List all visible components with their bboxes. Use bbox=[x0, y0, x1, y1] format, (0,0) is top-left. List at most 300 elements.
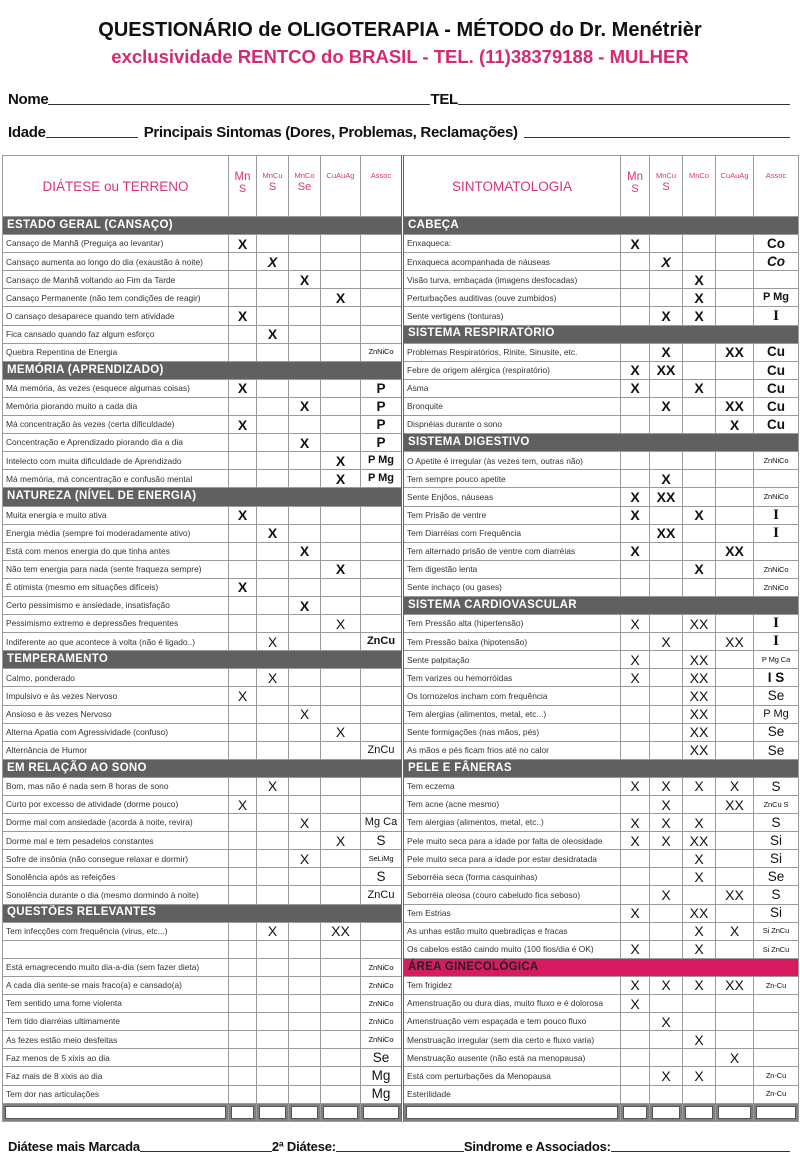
blank-cell[interactable] bbox=[621, 1103, 650, 1121]
right-assoc-mark: Cu bbox=[754, 361, 799, 379]
left-mn-mark bbox=[229, 1085, 257, 1103]
left-assoc-mark: P Mg bbox=[361, 470, 403, 488]
right-assoc-mark: Si bbox=[754, 832, 799, 850]
left-symptom-label: Alternância de Humor bbox=[3, 741, 229, 759]
right-cuauag-mark: XX bbox=[716, 542, 754, 560]
left-symptom-label: Cansaço de Manhã (Preguiça ao levantar) bbox=[3, 235, 229, 253]
right-assoc-mark: Cu bbox=[754, 397, 799, 415]
right-mnco-mark bbox=[683, 524, 716, 542]
right-mnco-mark bbox=[683, 578, 716, 596]
tel-field[interactable] bbox=[458, 104, 790, 105]
left-symptom-label: Faz mais de 8 xixis ao dia bbox=[3, 1067, 229, 1085]
left-cuauag-mark bbox=[321, 958, 361, 976]
right-cuauag-mark bbox=[716, 687, 754, 705]
right-mncu-mark: XX bbox=[650, 361, 683, 379]
left-mnco-mark bbox=[289, 741, 321, 759]
left-cuauag-mark: X bbox=[321, 560, 361, 578]
left-mn-mark bbox=[229, 922, 257, 940]
right-mncu-mark bbox=[650, 850, 683, 868]
right-mncu-mark: X bbox=[650, 343, 683, 361]
left-mncu-mark bbox=[257, 452, 289, 470]
blank-cell[interactable] bbox=[3, 1103, 229, 1121]
right-mncu-mark bbox=[650, 705, 683, 723]
symptoms-field[interactable] bbox=[524, 137, 790, 138]
left-assoc-mark: ZnNiCo bbox=[361, 976, 403, 994]
left-cuauag-mark bbox=[321, 343, 361, 361]
left-mnco-mark bbox=[289, 777, 321, 795]
right-assoc-mark: P Mg bbox=[754, 289, 799, 307]
left-mnco-mark bbox=[289, 687, 321, 705]
left-section-header: ESTADO GERAL (CANSAÇO) bbox=[3, 217, 403, 235]
left-assoc-mark bbox=[361, 542, 403, 560]
left-symptom-label: Má memória, às vezes (esquece algumas coisas) bbox=[3, 379, 229, 397]
left-assoc-mark: Mg bbox=[361, 1067, 403, 1085]
left-mn-mark bbox=[229, 343, 257, 361]
right-col-mnco-header: MnCo bbox=[683, 156, 716, 217]
right-mn-mark: X bbox=[621, 361, 650, 379]
left-mn-mark bbox=[229, 470, 257, 488]
right-mnco-mark: X bbox=[683, 777, 716, 795]
table-row bbox=[3, 235, 799, 253]
right-mncu-mark: X bbox=[650, 633, 683, 651]
left-mncu-mark bbox=[257, 271, 289, 289]
right-mn-mark bbox=[621, 687, 650, 705]
left-assoc-mark bbox=[361, 578, 403, 596]
left-symptom-label: Intelecto com muita dificuldade de Aprendizado bbox=[3, 452, 229, 470]
left-cuauag-mark bbox=[321, 307, 361, 325]
right-assoc-mark: Co bbox=[754, 253, 799, 271]
left-cuauag-mark bbox=[321, 814, 361, 832]
left-mncu-mark bbox=[257, 1049, 289, 1067]
left-symptom-label: Quebra Repentina de Energia bbox=[3, 343, 229, 361]
left-mn-mark: X bbox=[229, 796, 257, 814]
left-assoc-mark: ZnNiCo bbox=[361, 1031, 403, 1049]
right-mncu-mark bbox=[650, 723, 683, 741]
right-mnco-mark: XX bbox=[683, 741, 716, 759]
left-mncu-mark bbox=[257, 289, 289, 307]
table-row bbox=[3, 560, 799, 578]
left-assoc-mark: P Mg bbox=[361, 452, 403, 470]
left-cuauag-mark bbox=[321, 850, 361, 868]
right-assoc-mark: S bbox=[754, 814, 799, 832]
left-mn-mark bbox=[229, 452, 257, 470]
right-symptom-label: Febre de origem alérgica (respiratório) bbox=[403, 361, 621, 379]
right-mnco-mark: X bbox=[683, 922, 716, 940]
right-assoc-mark: I S bbox=[754, 669, 799, 687]
blank-cell[interactable] bbox=[403, 1103, 621, 1121]
left-cuauag-mark bbox=[321, 1067, 361, 1085]
blank-cell[interactable] bbox=[716, 1103, 754, 1121]
left-mn-mark bbox=[229, 723, 257, 741]
left-cuauag-mark bbox=[321, 741, 361, 759]
blank-cell[interactable] bbox=[683, 1103, 716, 1121]
right-symptom-label: Tem digestão lenta bbox=[403, 560, 621, 578]
right-assoc-mark: I bbox=[754, 307, 799, 325]
left-mncu-mark bbox=[257, 940, 289, 958]
table-row bbox=[3, 596, 799, 614]
left-mn-mark bbox=[229, 995, 257, 1013]
right-mnco-mark: X bbox=[683, 271, 716, 289]
right-symptom-label: Dispnéias durante o sono bbox=[403, 416, 621, 434]
left-assoc-mark bbox=[361, 940, 403, 958]
right-mn-mark bbox=[621, 253, 650, 271]
left-cuauag-mark bbox=[321, 1085, 361, 1103]
right-symptom-label: Esterilidade bbox=[403, 1085, 621, 1103]
left-mn-mark bbox=[229, 1067, 257, 1085]
right-mnco-mark bbox=[683, 488, 716, 506]
right-mn-mark bbox=[621, 289, 650, 307]
left-cuauag-mark bbox=[321, 524, 361, 542]
left-symptom-label: Não tem energia para nada (sente fraqueza sempre) bbox=[3, 560, 229, 578]
right-assoc-mark: Si ZnCu bbox=[754, 940, 799, 958]
left-assoc-mark bbox=[361, 271, 403, 289]
right-mnco-mark bbox=[683, 886, 716, 904]
right-mnco-mark bbox=[683, 1013, 716, 1031]
left-mnco-mark bbox=[289, 470, 321, 488]
right-assoc-mark: I bbox=[754, 524, 799, 542]
right-mn-mark: X bbox=[621, 814, 650, 832]
left-assoc-mark: ZnNiCo bbox=[361, 958, 403, 976]
left-mnco-mark: X bbox=[289, 271, 321, 289]
left-mn-mark bbox=[229, 940, 257, 958]
right-mnco-mark: XX bbox=[683, 705, 716, 723]
right-mncu-mark: X bbox=[650, 1067, 683, 1085]
table-row bbox=[3, 488, 799, 506]
right-assoc-mark: ZnNiCo bbox=[754, 452, 799, 470]
age-field[interactable] bbox=[46, 137, 138, 138]
blank-cell[interactable] bbox=[361, 1103, 403, 1121]
right-assoc-mark: ZnNiCo bbox=[754, 560, 799, 578]
left-cuauag-mark bbox=[321, 705, 361, 723]
right-mn-mark: X bbox=[621, 542, 650, 560]
left-mncu-mark bbox=[257, 687, 289, 705]
left-mn-mark: X bbox=[229, 416, 257, 434]
left-assoc-mark: ZnNiCo bbox=[361, 1013, 403, 1031]
left-mn-mark bbox=[229, 1049, 257, 1067]
right-mn-mark bbox=[621, 741, 650, 759]
left-assoc-mark: P bbox=[361, 379, 403, 397]
sintomatologia-header: SINTOMATOLOGIA bbox=[403, 156, 621, 217]
blank-cell[interactable] bbox=[754, 1103, 799, 1121]
right-cuauag-mark bbox=[716, 253, 754, 271]
right-symptom-label: Visão turva, embaçada (imagens desfocadas) bbox=[403, 271, 621, 289]
left-mncu-mark bbox=[257, 416, 289, 434]
right-mn-mark: X bbox=[621, 940, 650, 958]
right-symptom-label: Tem Prisão de ventre bbox=[403, 506, 621, 524]
left-mnco-mark: X bbox=[289, 397, 321, 415]
right-assoc-mark: I bbox=[754, 615, 799, 633]
left-mnco-mark bbox=[289, 633, 321, 651]
right-assoc-mark: Cu bbox=[754, 379, 799, 397]
left-mnco-mark bbox=[289, 289, 321, 307]
name-field[interactable] bbox=[48, 104, 430, 105]
right-mncu-mark: XX bbox=[650, 488, 683, 506]
right-mnco-mark bbox=[683, 361, 716, 379]
left-symptom-label: Fica cansado quando faz algum esforço bbox=[3, 325, 229, 343]
left-mncu-mark bbox=[257, 976, 289, 994]
right-mnco-mark bbox=[683, 796, 716, 814]
right-mncu-mark bbox=[650, 578, 683, 596]
right-cuauag-mark bbox=[716, 506, 754, 524]
right-cuauag-mark bbox=[716, 615, 754, 633]
left-assoc-mark bbox=[361, 506, 403, 524]
right-mnco-mark bbox=[683, 470, 716, 488]
right-cuauag-mark bbox=[716, 271, 754, 289]
left-col-mnco-header: MnCo Se bbox=[289, 156, 321, 217]
left-cuauag-mark bbox=[321, 633, 361, 651]
table-row bbox=[3, 922, 799, 940]
right-assoc-mark: Co bbox=[754, 235, 799, 253]
table-row bbox=[3, 1067, 799, 1085]
right-mnco-mark: X bbox=[683, 868, 716, 886]
table-row bbox=[3, 814, 799, 832]
right-symptom-label: Sente palpitação bbox=[403, 651, 621, 669]
right-mnco-mark: X bbox=[683, 1067, 716, 1085]
left-mn-mark bbox=[229, 958, 257, 976]
left-mncu-mark bbox=[257, 796, 289, 814]
table-row bbox=[3, 325, 799, 343]
left-symptom-label: Sonolência após as refeições bbox=[3, 868, 229, 886]
footer-line bbox=[8, 1135, 790, 1155]
right-mncu-mark bbox=[650, 452, 683, 470]
left-assoc-mark: ZnNiCo bbox=[361, 343, 403, 361]
right-mn-mark bbox=[621, 1013, 650, 1031]
second-diathesis-field[interactable] bbox=[336, 1151, 464, 1152]
left-section-header: EM RELAÇÃO AO SONO bbox=[3, 759, 403, 777]
right-symptom-label: Está com perturbações da Menopausa bbox=[403, 1067, 621, 1085]
right-cuauag-mark bbox=[716, 741, 754, 759]
right-cuauag-mark bbox=[716, 723, 754, 741]
right-mnco-mark: X bbox=[683, 976, 716, 994]
right-mnco-mark: X bbox=[683, 850, 716, 868]
right-symptom-label: Tem Diarréias com Frequência bbox=[403, 524, 621, 542]
left-symptom-label: Pessimismo extremo e depressões frequentes bbox=[3, 615, 229, 633]
left-assoc-mark bbox=[361, 669, 403, 687]
right-mnco-mark: X bbox=[683, 560, 716, 578]
left-mncu-mark: X bbox=[257, 922, 289, 940]
left-assoc-mark: S bbox=[361, 868, 403, 886]
left-mnco-mark bbox=[289, 868, 321, 886]
right-symptom-label: Tem alternado prisão de ventre com diarréias bbox=[403, 542, 621, 560]
left-symptom-label: Energia média (sempre foi moderadamente ativo) bbox=[3, 524, 229, 542]
blank-cell[interactable] bbox=[321, 1103, 361, 1121]
left-assoc-mark bbox=[361, 325, 403, 343]
left-assoc-mark: ZnCu bbox=[361, 741, 403, 759]
right-cuauag-mark bbox=[716, 832, 754, 850]
left-mn-mark bbox=[229, 777, 257, 795]
left-mncu-mark bbox=[257, 814, 289, 832]
left-assoc-mark bbox=[361, 596, 403, 614]
left-cuauag-mark bbox=[321, 542, 361, 560]
left-assoc-mark bbox=[361, 235, 403, 253]
left-assoc-mark: P bbox=[361, 434, 403, 452]
right-mnco-mark bbox=[683, 542, 716, 560]
left-symptom-label: Cansaço Permanente (não tem condições de reagir) bbox=[3, 289, 229, 307]
name-label: Nome bbox=[8, 91, 49, 108]
blank-cell[interactable] bbox=[229, 1103, 257, 1121]
right-assoc-mark: ZnNiCo bbox=[754, 578, 799, 596]
right-symptom-label: Tem Estrias bbox=[403, 904, 621, 922]
right-mncu-mark bbox=[650, 289, 683, 307]
right-cuauag-mark bbox=[716, 669, 754, 687]
left-symptom-label: Ansioso e às vezes Nervoso bbox=[3, 705, 229, 723]
right-mn-mark bbox=[621, 560, 650, 578]
right-mn-mark bbox=[621, 343, 650, 361]
right-mn-mark bbox=[621, 397, 650, 415]
left-mnco-mark bbox=[289, 560, 321, 578]
right-symptom-label: Enxaqueca: bbox=[403, 235, 621, 253]
left-assoc-mark bbox=[361, 289, 403, 307]
left-mnco-mark: X bbox=[289, 542, 321, 560]
left-section-header: QUESTÕES RELEVANTES bbox=[3, 904, 403, 922]
right-assoc-mark: S bbox=[754, 886, 799, 904]
left-cuauag-mark bbox=[321, 379, 361, 397]
left-cuauag-mark bbox=[321, 886, 361, 904]
left-symptom-label: Curto por excesso de atividade (dorme pouco) bbox=[3, 796, 229, 814]
right-mncu-mark bbox=[650, 687, 683, 705]
right-symptom-label: Sente Enjôos, náuseas bbox=[403, 488, 621, 506]
left-mncu-mark bbox=[257, 850, 289, 868]
table-row bbox=[3, 1013, 799, 1031]
right-mncu-mark bbox=[650, 651, 683, 669]
left-mnco-mark bbox=[289, 723, 321, 741]
blank-cell[interactable] bbox=[257, 1103, 289, 1121]
second-diathesis-label: 2ª Diátese: bbox=[271, 1139, 336, 1154]
left-mncu-mark bbox=[257, 379, 289, 397]
table-row bbox=[3, 289, 799, 307]
left-symptom-label: Calmo, ponderado bbox=[3, 669, 229, 687]
right-cuauag-mark: XX bbox=[716, 976, 754, 994]
left-mncu-mark bbox=[257, 578, 289, 596]
left-mncu-mark bbox=[257, 506, 289, 524]
diathesis-field[interactable] bbox=[140, 1151, 272, 1152]
right-mncu-mark bbox=[650, 904, 683, 922]
right-mn-mark bbox=[621, 1049, 650, 1067]
blank-cell[interactable] bbox=[650, 1103, 683, 1121]
right-mnco-mark bbox=[683, 1085, 716, 1103]
left-cuauag-mark bbox=[321, 325, 361, 343]
right-mncu-mark: X bbox=[650, 777, 683, 795]
left-symptom-label: Dorme mal e tem pesadelos constantes bbox=[3, 832, 229, 850]
left-mncu-mark bbox=[257, 235, 289, 253]
right-symptom-label: Tem alergias (alimentos, metal, etc...) bbox=[403, 705, 621, 723]
right-mn-mark: X bbox=[621, 615, 650, 633]
left-mnco-mark: X bbox=[289, 434, 321, 452]
left-mn-mark bbox=[229, 253, 257, 271]
table-row bbox=[3, 416, 799, 434]
right-cuauag-mark bbox=[716, 868, 754, 886]
right-mnco-mark: XX bbox=[683, 723, 716, 741]
right-symptom-label: Seborréia oleosa (couro cabeludo fica seboso) bbox=[403, 886, 621, 904]
left-mn-mark: X bbox=[229, 687, 257, 705]
left-cuauag-mark bbox=[321, 995, 361, 1013]
right-mn-mark bbox=[621, 723, 650, 741]
left-mncu-mark bbox=[257, 434, 289, 452]
left-mnco-mark bbox=[289, 1085, 321, 1103]
name-line bbox=[8, 88, 790, 108]
left-mnco-mark bbox=[289, 1067, 321, 1085]
left-mncu-mark: X bbox=[257, 669, 289, 687]
right-mnco-mark: XX bbox=[683, 687, 716, 705]
left-cuauag-mark bbox=[321, 578, 361, 596]
table-row bbox=[3, 470, 799, 488]
right-mncu-mark bbox=[650, 615, 683, 633]
right-mn-mark bbox=[621, 850, 650, 868]
right-symptom-label: Bronquite bbox=[403, 397, 621, 415]
right-mn-mark: X bbox=[621, 651, 650, 669]
syndrome-field[interactable] bbox=[611, 1151, 790, 1152]
left-mnco-mark bbox=[289, 886, 321, 904]
right-symptom-label: Tem acne (acne mesmo) bbox=[403, 796, 621, 814]
right-mn-mark bbox=[621, 524, 650, 542]
blank-cell[interactable] bbox=[289, 1103, 321, 1121]
right-mn-mark: X bbox=[621, 669, 650, 687]
left-assoc-mark bbox=[361, 777, 403, 795]
left-mncu-mark bbox=[257, 343, 289, 361]
left-assoc-mark bbox=[361, 615, 403, 633]
table-row bbox=[3, 687, 799, 705]
left-mn-mark bbox=[229, 325, 257, 343]
left-mnco-mark bbox=[289, 669, 321, 687]
right-mncu-mark: X bbox=[650, 1013, 683, 1031]
right-symptom-label: Sente inchaço (ou gases) bbox=[403, 578, 621, 596]
table-row bbox=[3, 307, 799, 325]
right-mn-mark: X bbox=[621, 235, 650, 253]
right-cuauag-mark bbox=[716, 1085, 754, 1103]
left-mncu-mark bbox=[257, 615, 289, 633]
table-row bbox=[3, 904, 799, 922]
right-mnco-mark bbox=[683, 343, 716, 361]
table-row bbox=[3, 832, 799, 850]
left-mn-mark bbox=[229, 850, 257, 868]
left-cuauag-mark: X bbox=[321, 615, 361, 633]
left-mn-mark: X bbox=[229, 307, 257, 325]
left-mn-mark bbox=[229, 832, 257, 850]
left-mn-mark: X bbox=[229, 506, 257, 524]
right-mn-mark bbox=[621, 452, 650, 470]
age-label: Idade bbox=[8, 124, 46, 141]
left-cuauag-mark bbox=[321, 940, 361, 958]
left-cuauag-mark: X bbox=[321, 723, 361, 741]
right-assoc-mark bbox=[754, 470, 799, 488]
left-section-header: MEMÓRIA (APRENDIZADO) bbox=[3, 361, 403, 379]
left-assoc-mark bbox=[361, 253, 403, 271]
left-mncu-mark: X bbox=[257, 325, 289, 343]
right-assoc-mark: Se bbox=[754, 723, 799, 741]
right-cuauag-mark bbox=[716, 651, 754, 669]
right-assoc-mark: P Mg bbox=[754, 705, 799, 723]
right-mncu-mark: X bbox=[650, 397, 683, 415]
left-assoc-mark: S bbox=[361, 832, 403, 850]
left-mn-mark bbox=[229, 271, 257, 289]
right-mnco-mark: XX bbox=[683, 904, 716, 922]
right-cuauag-mark bbox=[716, 488, 754, 506]
left-cuauag-mark bbox=[321, 868, 361, 886]
right-assoc-mark: Zn-Cu bbox=[754, 1085, 799, 1103]
right-mncu-mark: X bbox=[650, 253, 683, 271]
right-mnco-mark bbox=[683, 452, 716, 470]
left-mn-mark bbox=[229, 868, 257, 886]
right-cuauag-mark bbox=[716, 995, 754, 1013]
left-mnco-mark: X bbox=[289, 814, 321, 832]
right-mncu-mark bbox=[650, 741, 683, 759]
right-mnco-mark: X bbox=[683, 289, 716, 307]
right-cuauag-mark bbox=[716, 379, 754, 397]
left-mn-mark bbox=[229, 886, 257, 904]
table-row bbox=[3, 1031, 799, 1049]
left-mnco-mark bbox=[289, 506, 321, 524]
left-mnco-mark bbox=[289, 832, 321, 850]
